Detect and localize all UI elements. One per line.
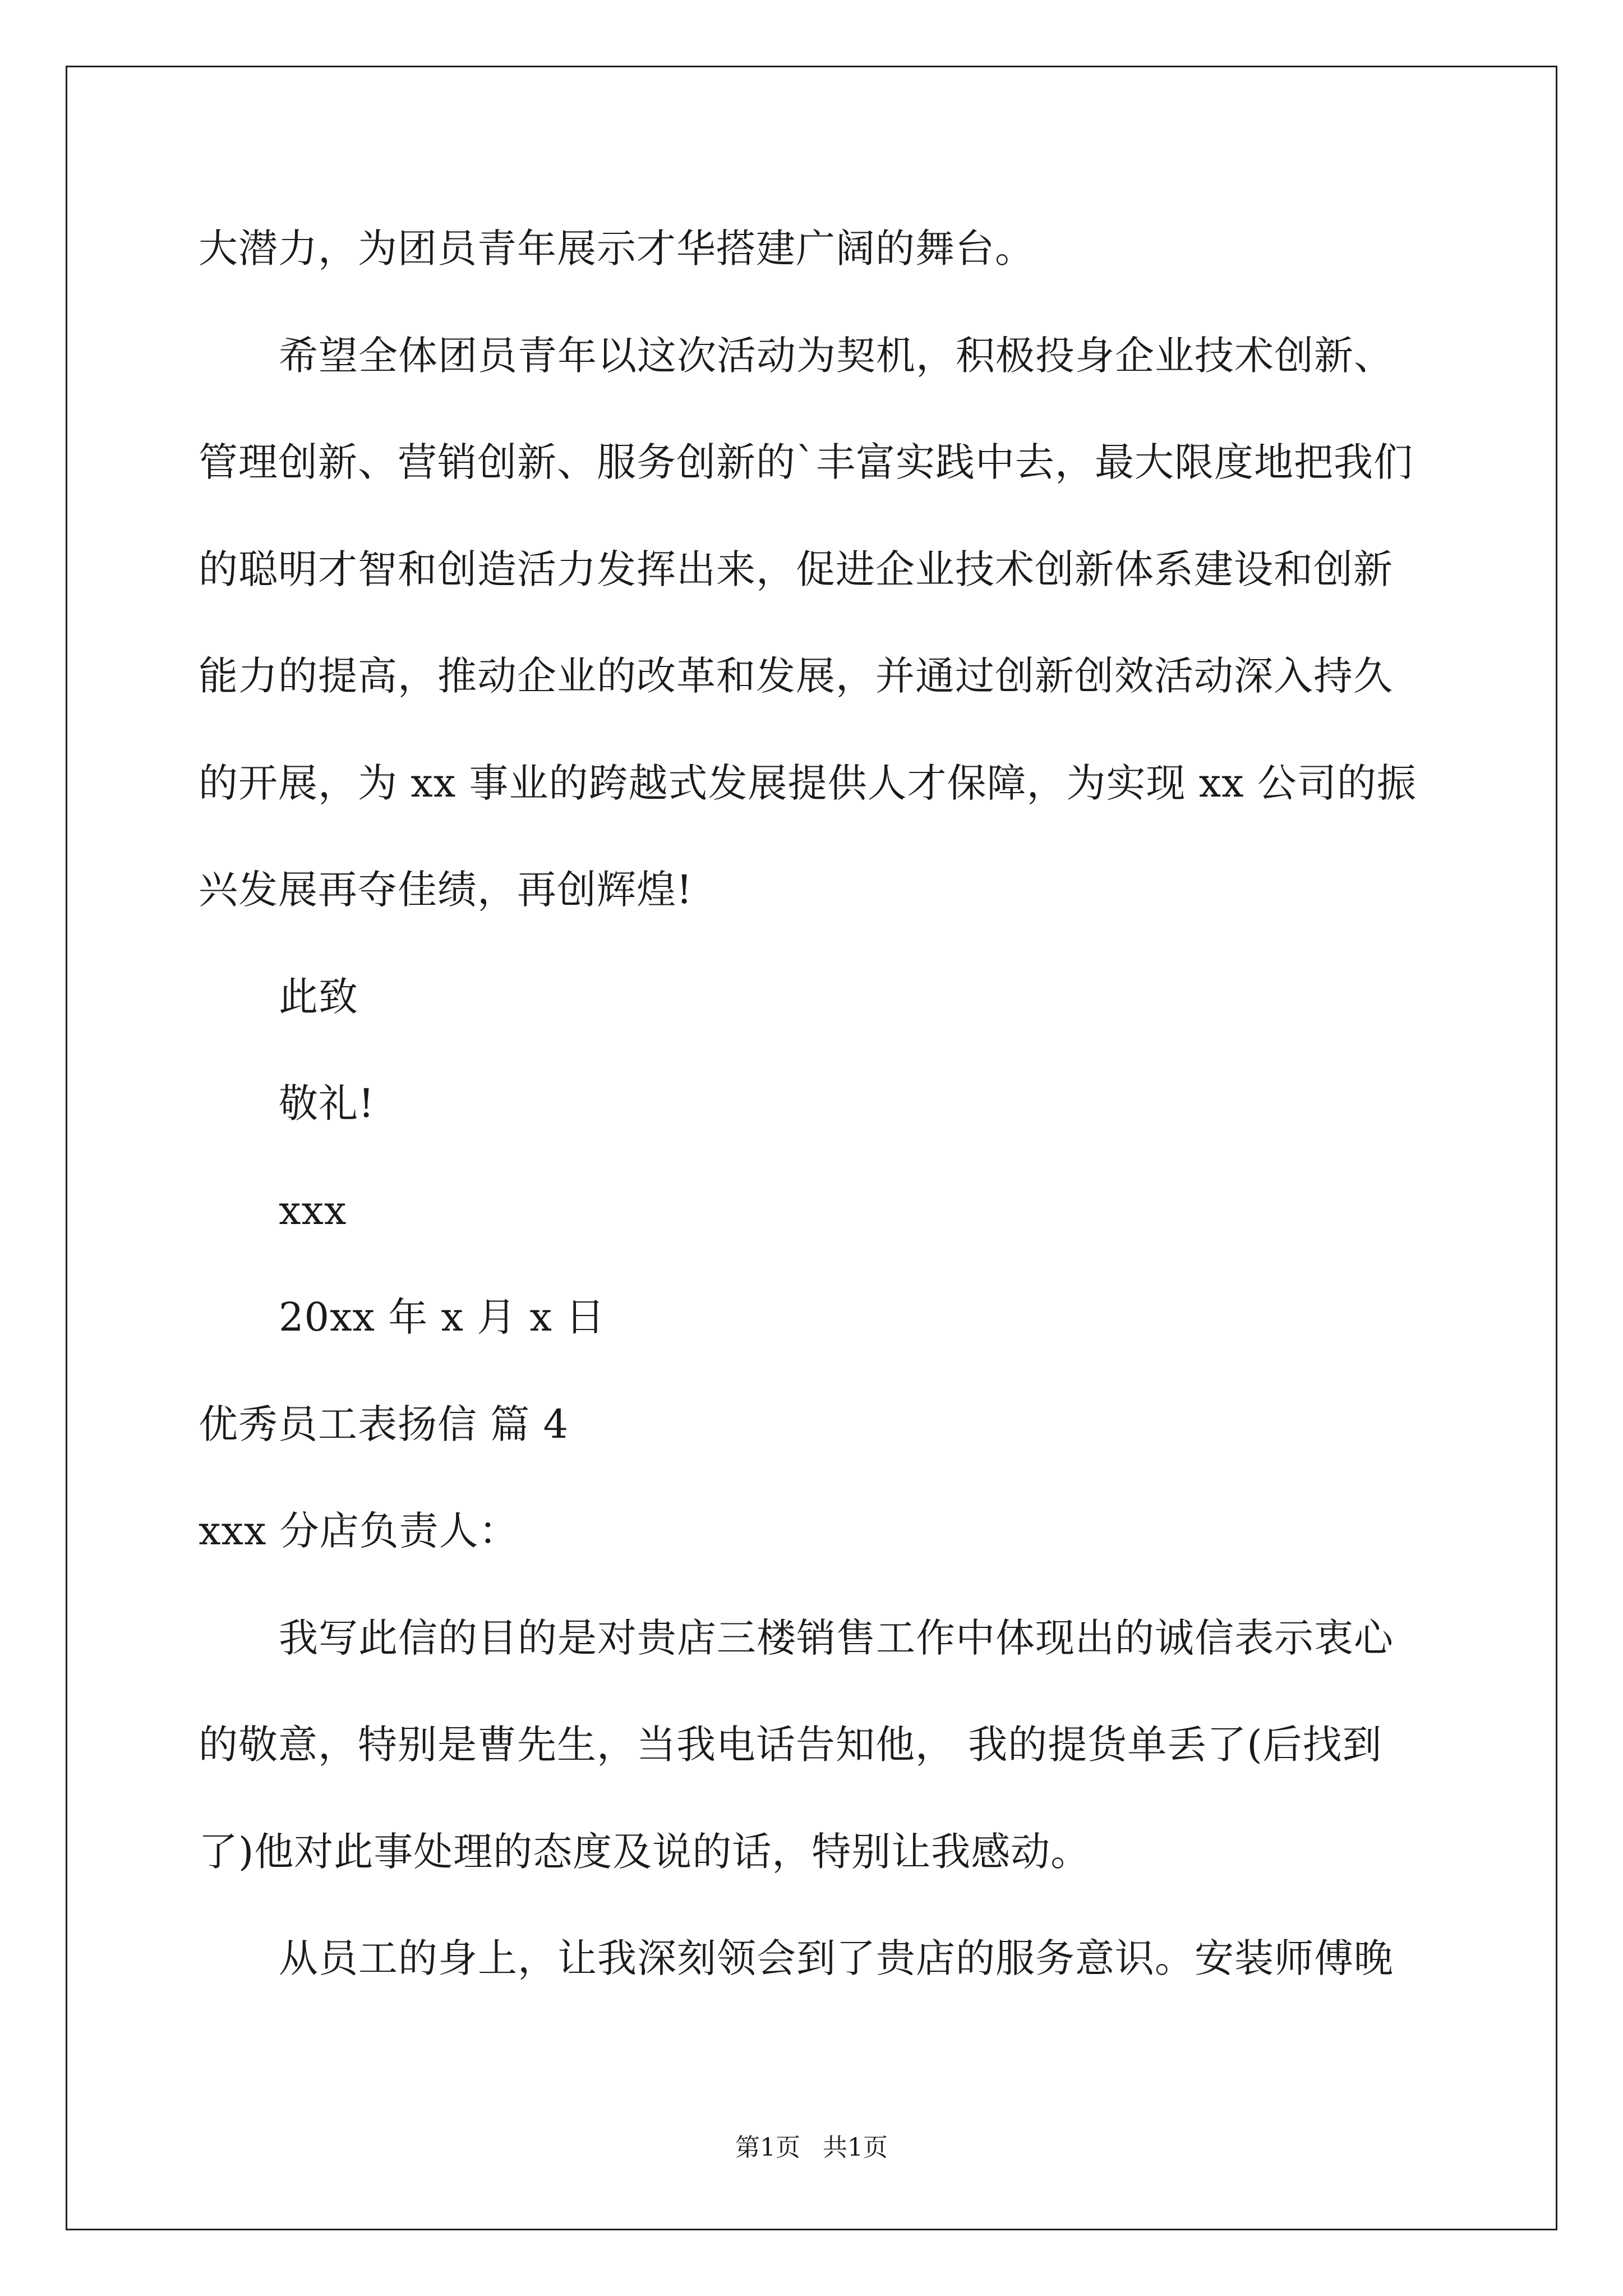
text-line: 的聪明才智和创造活力发挥出来，促进企业技术创新体系建设和创新: [199, 546, 1393, 592]
text-line: 兴发展再夺佳绩，再创辉煌!: [199, 867, 693, 913]
signature-name: xxx: [279, 1188, 347, 1234]
text-line: 从员工的身上，让我深刻领会到了贵店的服务意识。安装师傅晚: [279, 1935, 1394, 1981]
closing-salutation: 此致: [279, 974, 358, 1020]
text-line: 的开展，为 xx 事业的跨越式发展提供人才保障，为实现 xx 公司的振: [199, 760, 1417, 806]
text-line: 希望全体团员青年以这次活动为契机，积极投身企业技术创新、: [279, 333, 1394, 379]
text-line: 大潜力，为团员青年展示才华搭建广阔的舞台。: [199, 226, 1035, 272]
signature-date: 20xx 年 x 月 x 日: [279, 1294, 606, 1340]
text-line: 能力的提高，推动企业的改革和发展，并通过创新创效活动深入持久: [199, 653, 1393, 699]
closing-regards: 敬礼!: [279, 1080, 375, 1126]
letter-recipient: xxx 分店负责人：: [199, 1508, 519, 1554]
text-line: 的敬意，特别是曹先生，当我电话告知他， 我的提货单丢了(后找到: [199, 1722, 1382, 1768]
section-heading: 优秀员工表扬信 篇 4: [199, 1401, 569, 1447]
text-line: 我写此信的目的是对贵店三楼销售工作中体现出的诚信表示衷心: [279, 1615, 1394, 1661]
page-border: [66, 66, 1557, 2230]
text-line: 了)他对此事处理的态度及说的话，特别让我感动。: [199, 1829, 1091, 1875]
page-footer: [0, 2133, 1623, 2162]
page-number-total: 共1页: [823, 2133, 888, 2162]
page-number-current: 第1页: [735, 2133, 800, 2162]
text-line: 管理创新、营销创新、服务创新的`丰富实践中去，最大限度地把我们: [199, 439, 1413, 485]
